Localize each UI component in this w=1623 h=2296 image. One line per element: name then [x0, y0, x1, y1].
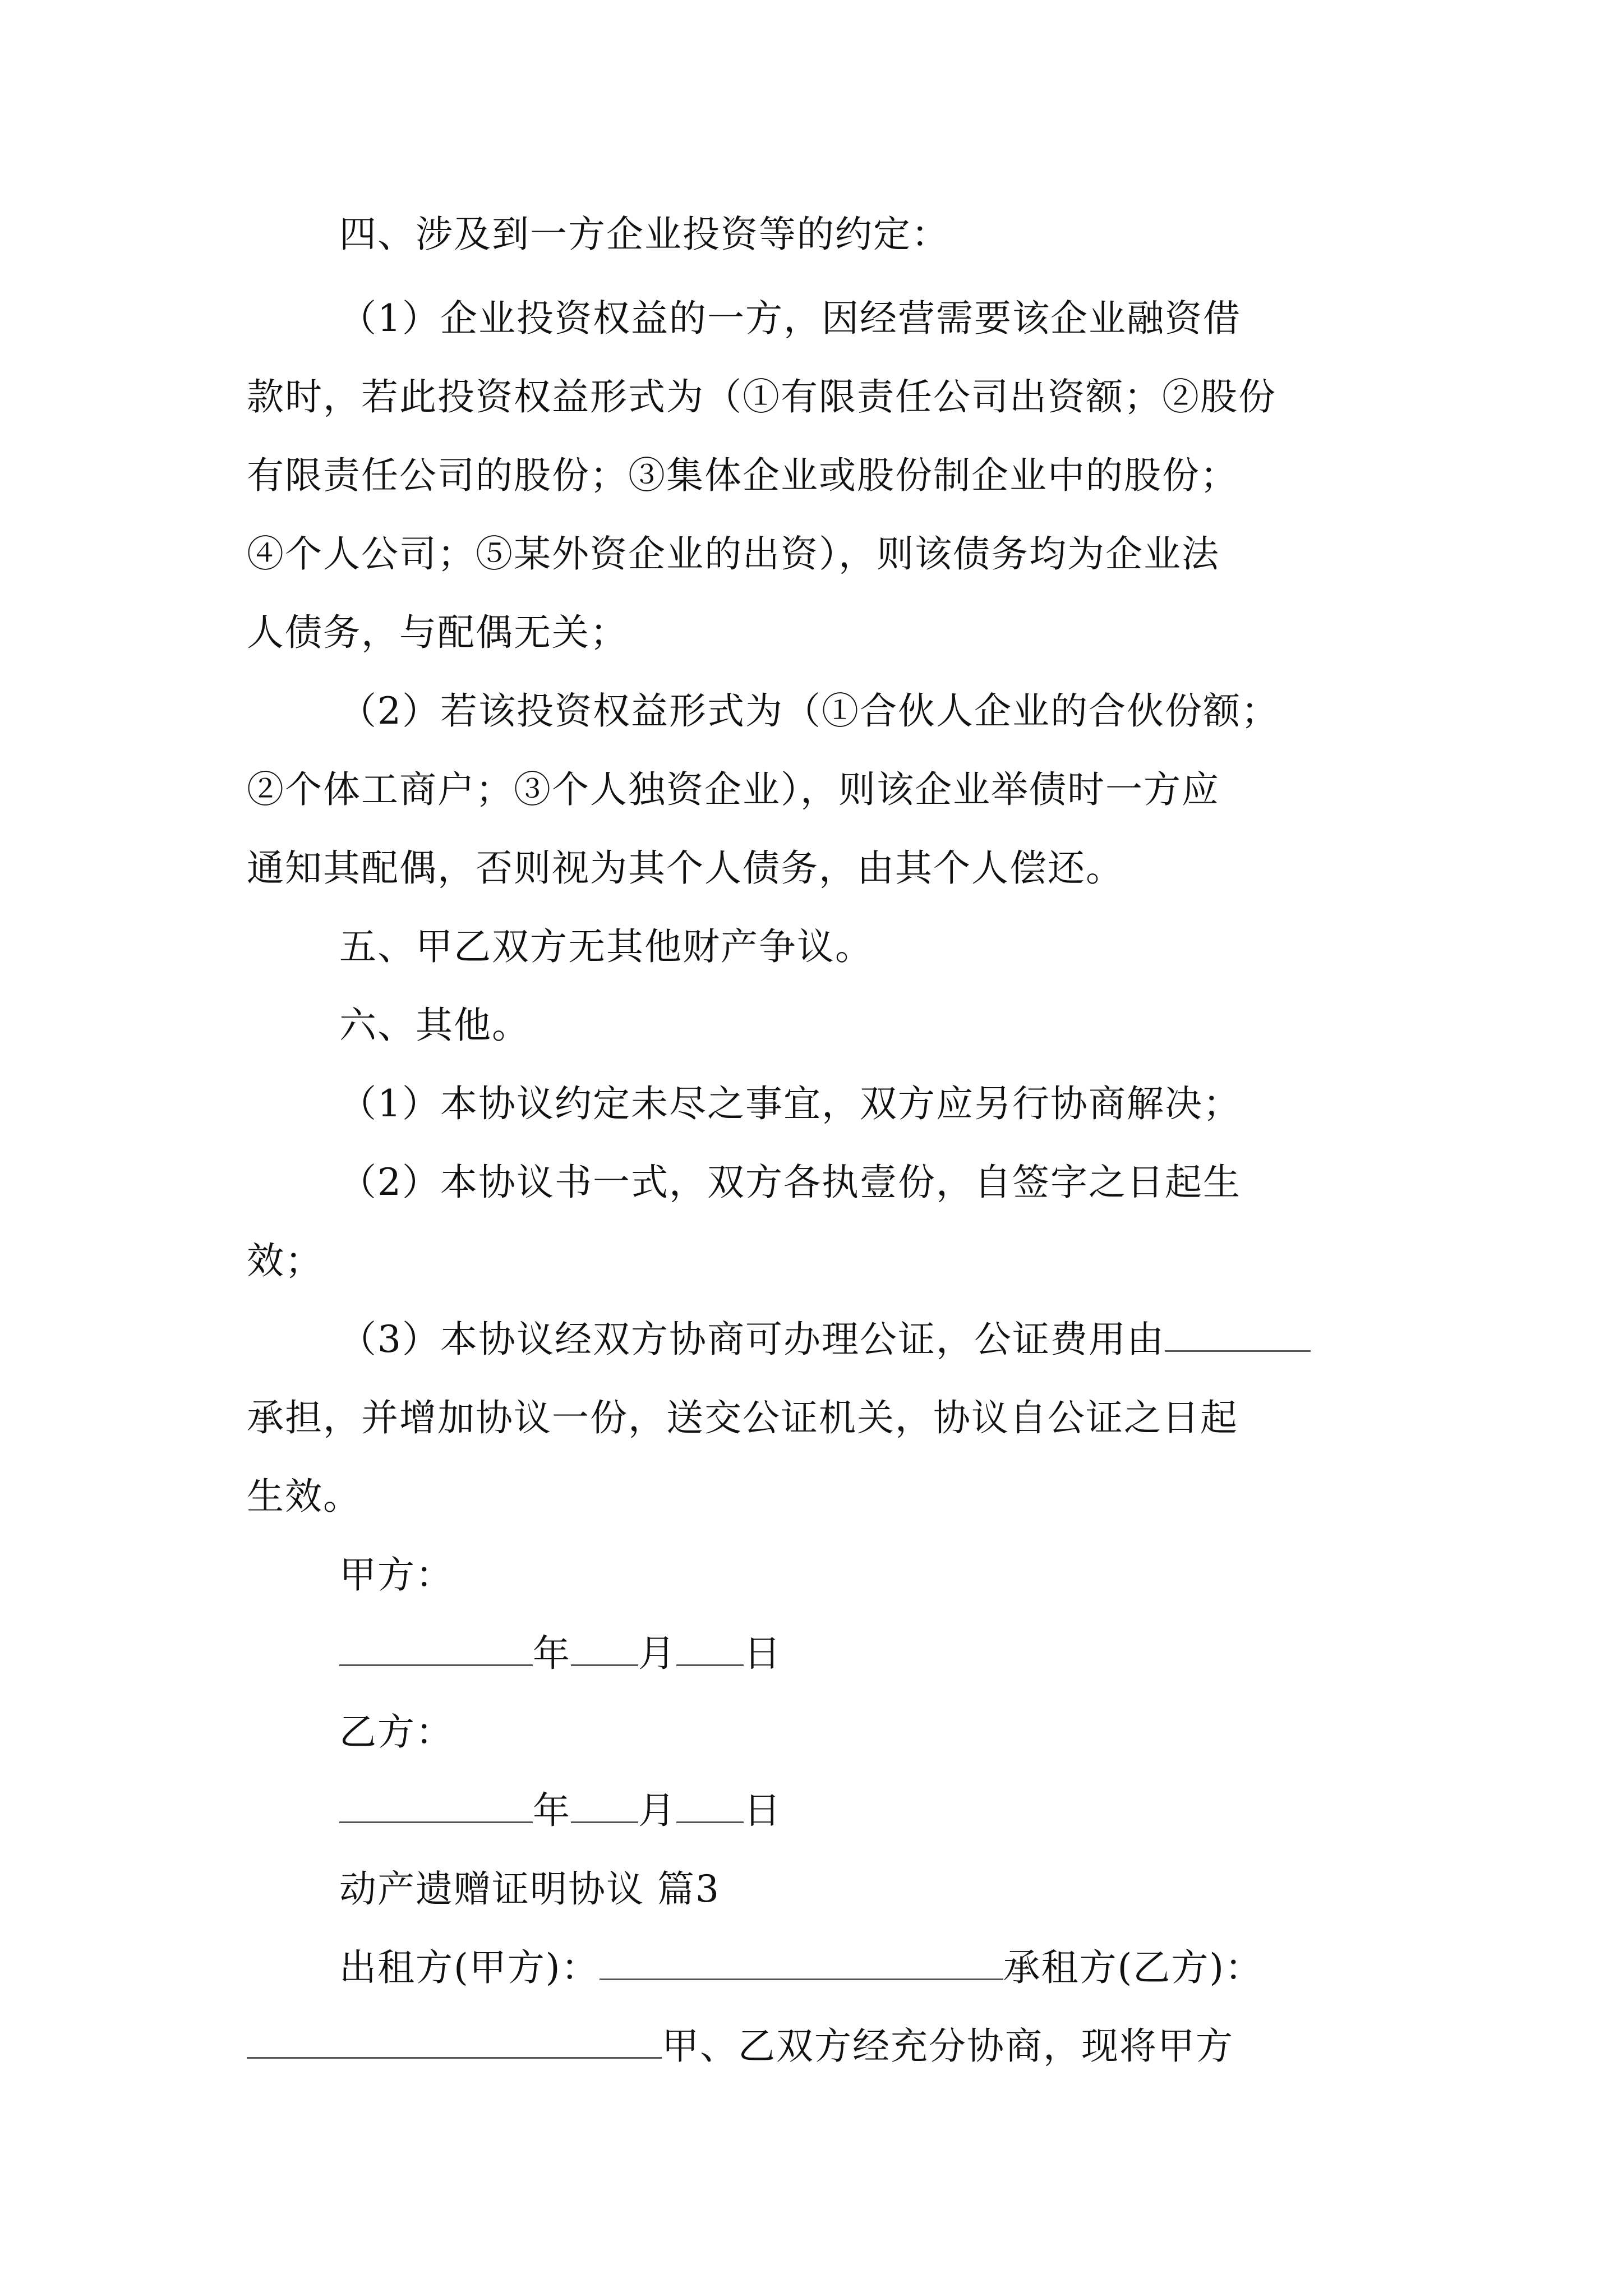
parties-line — [339, 1945, 1263, 1990]
day-label: 日 — [744, 1632, 782, 1675]
blank-underline — [676, 1632, 744, 1666]
year-label: 年 — [533, 1789, 571, 1832]
paragraph-line: （1）企业投资权益的一方，因经营需要该企业融资借 — [339, 297, 1241, 340]
blank-underline — [571, 1789, 638, 1823]
blank-underline — [600, 1946, 1003, 1980]
year-label: 年 — [533, 1632, 571, 1675]
section-four-heading: 四、涉及到一方企业投资等的约定： — [339, 213, 949, 256]
agreement-title: 动产遗赠证明协议 篇3 — [339, 1867, 720, 1911]
blank-underline — [339, 1632, 533, 1666]
party-a-date — [339, 1631, 782, 1676]
party-b-date — [339, 1788, 782, 1833]
blank-underline — [247, 2024, 662, 2059]
lessor-label: 出租方(甲方)： — [339, 1946, 600, 1989]
paragraph-line: 款时，若此投资权益形式为（①有限责任公司出资额；②股份 — [247, 375, 1276, 418]
section-six-heading: 六、其他。 — [339, 1004, 530, 1047]
notary-clause-text: （3）本协议经双方协商可办理公证，公证费用由 — [339, 1318, 1165, 1361]
blank-underline — [339, 1789, 533, 1823]
paragraph-line: 承担，并增加协议一份，送交公证机关，协议自公证之日起 — [247, 1396, 1238, 1439]
paragraph-line: 通知其配偶，否则视为其个人债务，由其个人偿还。 — [247, 846, 1124, 890]
paragraph-line: （2）若该投资权益形式为（①合伙人企业的合伙份额； — [339, 689, 1279, 733]
month-label: 月 — [638, 1632, 676, 1675]
blank-underline — [571, 1632, 638, 1666]
month-label: 月 — [638, 1789, 676, 1832]
blank-underline — [1165, 1318, 1311, 1352]
lessee-label: 承租方(乙方)： — [1003, 1946, 1263, 1989]
paragraph-line: （2）本协议书一式，双方各执壹份，自签字之日起生 — [339, 1161, 1241, 1204]
paragraph-line: ④个人公司；⑤某外资企业的出资），则该债务均为企业法 — [247, 532, 1220, 576]
day-label: 日 — [744, 1789, 782, 1832]
paragraph-line: ②个体工商户；③个人独资企业），则该企业举债时一方应 — [247, 768, 1220, 811]
paragraph-line: 生效。 — [247, 1475, 361, 1518]
paragraph-line: 人债务，与配偶无关； — [247, 611, 628, 654]
party-b-label: 乙方： — [339, 1710, 454, 1754]
paragraph-line — [247, 2024, 1234, 2069]
paragraph-line — [339, 1317, 1311, 1362]
paragraph-line: 有限责任公司的股份；③集体企业或股份制企业中的股份； — [247, 454, 1238, 497]
agreement-intro-text: 甲、乙双方经充分协商，现将甲方 — [662, 2024, 1234, 2068]
blank-underline — [676, 1789, 744, 1823]
paragraph-line: 效； — [247, 1239, 323, 1282]
party-a-label: 甲方： — [339, 1553, 454, 1596]
section-five-heading: 五、甲乙双方无其他财产争议。 — [339, 925, 873, 968]
paragraph-line: （1）本协议约定未尽之事宜，双方应另行协商解决； — [339, 1082, 1241, 1125]
